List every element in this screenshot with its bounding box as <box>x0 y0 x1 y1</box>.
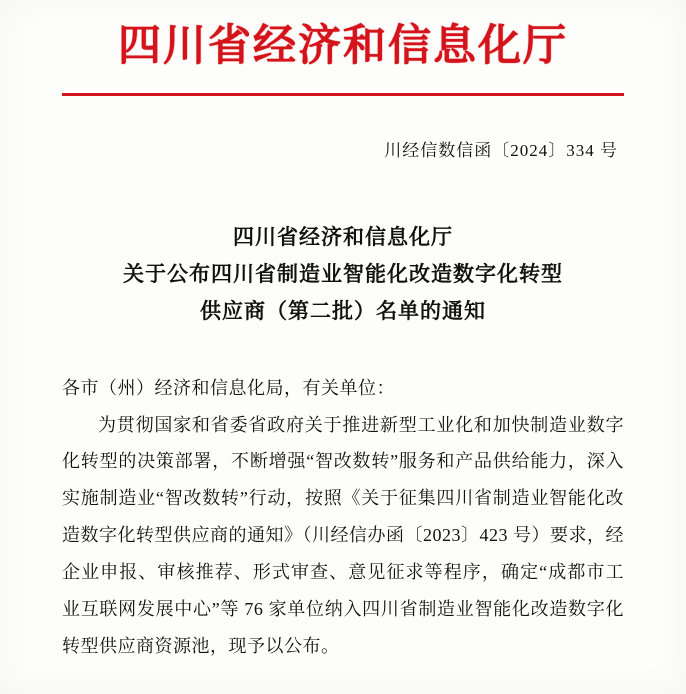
salutation: 各市（州）经济和信息化局，有关单位： <box>62 377 395 398</box>
masthead <box>62 0 624 96</box>
document-title-line-3: 供应商（第二批）名单的通知 <box>200 298 486 323</box>
document-title-line-2: 关于公布四川省制造业智能化改造数字化转型 <box>123 262 563 287</box>
masthead-divider-rule <box>62 93 624 96</box>
document-title <box>62 219 624 329</box>
issuing-organization-title: 四川省经济和信息化厅 <box>118 23 568 70</box>
body-paragraph-1: 为贯彻国家和省委省政府关于推进新型工业化和加快制造业数字化转型的决策部署，不断增强“智改数转”服务和产品供给能力，深入实施制造业“智改数转”行动，按照《关于征集四川省制造业智能化改造数字化转型供应商的通知》（川经信办函〔2023〕423 号）要求，经企业申报、审核推荐、形式审查、意见征求等程序，确定“成都市工业互联网发展中心”等 76 家单位纳入四川省制造业智能化改造数字化转型供应商资源池，现予以公布。 <box>62 414 624 656</box>
document-body <box>62 370 624 665</box>
document-number-row <box>62 136 624 161</box>
document-title-line-1: 四川省经济和信息化厅 <box>233 225 453 250</box>
document-number: 川经信数信函〔2024〕334 号 <box>384 141 618 161</box>
